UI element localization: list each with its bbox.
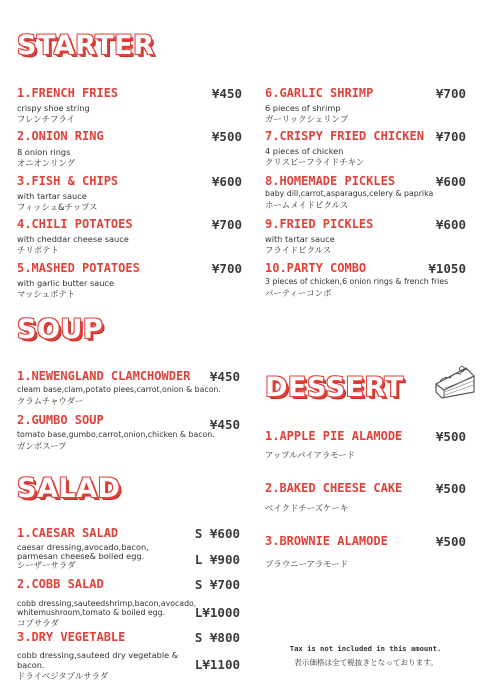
item-japanese-name: ドライベジタブルサラダ bbox=[17, 671, 109, 681]
item-description: 6 pieces of shrimp bbox=[265, 103, 341, 113]
item-japanese-name: フィッシュ&チップス bbox=[17, 202, 98, 212]
list-item bbox=[265, 481, 466, 515]
item-price: ¥600 bbox=[435, 174, 466, 189]
section-title-starter: STARTER bbox=[17, 30, 155, 61]
item-japanese-name: ガーリックシュリンプ bbox=[265, 114, 349, 124]
item-price: ¥450 bbox=[209, 369, 240, 384]
item-japanese-name: ホームメイドピクルス bbox=[265, 200, 349, 210]
cake-slice-icon bbox=[432, 362, 478, 402]
item-price: ¥500 bbox=[435, 429, 466, 444]
item-description: baby dill,carrot,asparagus,celery & paprika bbox=[265, 189, 434, 198]
list-item bbox=[17, 129, 242, 169]
item-japanese-name: クラムチャウダー bbox=[17, 396, 84, 406]
tax-note-japanese: 表示価格は全て税抜きとなっております。 bbox=[294, 658, 438, 667]
list-item bbox=[17, 413, 240, 453]
list-item bbox=[17, 526, 240, 574]
item-name: 2.BAKED CHEESE CAKE bbox=[265, 481, 403, 495]
section-title-dessert: DESSERT bbox=[265, 372, 404, 403]
item-description: 3 pieces of chicken,6 onion rings & french fries bbox=[265, 277, 449, 286]
item-price: ¥450 bbox=[211, 86, 242, 101]
item-description: with cheddar cheese sauce bbox=[17, 234, 129, 244]
item-name: 6.GARLIC SHRIMP bbox=[265, 86, 374, 100]
list-item bbox=[17, 369, 240, 409]
item-japanese-name: フレンチフライ bbox=[17, 114, 75, 124]
item-name: 1.FRENCH FRIES bbox=[17, 86, 119, 100]
item-price: ¥700 bbox=[211, 261, 242, 276]
item-description: cleam base,clam,potato piees,carrot,onion & bacon. bbox=[17, 385, 221, 394]
item-name: 8.HOMEMADE PICKLES bbox=[265, 174, 396, 188]
item-description: cobb dressing,sauteed dry vegetable & bbox=[17, 650, 179, 660]
item-price-large: L¥1000 bbox=[194, 605, 240, 620]
item-description: cobb dressing,sauteedshrimp,bacon,avocado, bbox=[17, 599, 197, 608]
item-price-small: S ¥600 bbox=[194, 526, 240, 541]
section-title-soup: SOUP bbox=[17, 314, 104, 345]
item-description: caesar dressing,avocado,bacon, bbox=[17, 542, 149, 552]
item-name: 5.MASHED POTATOES bbox=[17, 261, 140, 275]
item-price-large: L¥1100 bbox=[194, 657, 240, 672]
item-name: 1.CAESAR SALAD bbox=[17, 526, 119, 540]
list-item bbox=[265, 129, 466, 169]
item-description: whitemushroom,tomato & boiled egg. bbox=[17, 608, 166, 617]
item-japanese-name: ガンボスープ bbox=[17, 441, 67, 451]
list-item bbox=[17, 630, 240, 684]
item-name: 7.CRISPY FRIED CHICKEN bbox=[265, 129, 424, 143]
list-item bbox=[265, 429, 466, 463]
item-description: crispy shoe string bbox=[17, 103, 90, 113]
item-description: with tartar sauce bbox=[265, 234, 335, 244]
item-price: ¥450 bbox=[209, 417, 240, 432]
item-name: 3.DRY VEGETABLE bbox=[17, 630, 126, 644]
item-name: 4.CHILI POTATOES bbox=[17, 217, 133, 231]
item-price: ¥500 bbox=[435, 534, 466, 549]
item-name: 3.FISH & CHIPS bbox=[17, 174, 119, 188]
item-japanese-name: ブラウニーアラモード bbox=[265, 559, 348, 569]
item-price-small: S ¥700 bbox=[194, 577, 240, 592]
item-name: 3.BROWNIE ALAMODE bbox=[265, 534, 388, 548]
item-price-small: S ¥800 bbox=[194, 630, 240, 645]
item-description: parmesan cheese& boiled egg. bbox=[17, 551, 145, 561]
item-name: 2.COBB SALAD bbox=[17, 577, 104, 591]
list-item bbox=[265, 174, 466, 214]
item-price: ¥700 bbox=[435, 129, 466, 144]
list-item bbox=[17, 577, 240, 629]
item-description: with tartar sauce bbox=[17, 191, 87, 201]
item-price-large: L ¥900 bbox=[194, 552, 240, 567]
item-description: tomato base,gumbo,carrot,onion,chicken & bacon. bbox=[17, 430, 215, 439]
item-description: bacon. bbox=[17, 660, 45, 670]
item-price: ¥1050 bbox=[428, 261, 466, 276]
item-description: 8 onion rings bbox=[17, 147, 71, 157]
item-name: 10.PARTY COMBO bbox=[265, 261, 367, 275]
item-price: ¥500 bbox=[435, 481, 466, 496]
item-price: ¥500 bbox=[211, 129, 242, 144]
item-japanese-name: パーティーコンボ bbox=[265, 288, 332, 298]
item-japanese-name: フライドピクルス bbox=[265, 245, 332, 255]
item-price: ¥700 bbox=[435, 86, 466, 101]
list-item bbox=[17, 217, 242, 257]
item-japanese-name: チリポテト bbox=[17, 245, 59, 255]
item-price: ¥600 bbox=[211, 174, 242, 189]
item-description: 4 pieces of chicken bbox=[265, 146, 344, 156]
item-japanese-name: コブサラダ bbox=[17, 618, 59, 628]
item-japanese-name: シーザーサラダ bbox=[17, 560, 76, 570]
list-item bbox=[17, 174, 242, 214]
item-japanese-name: アップルパイアラモード bbox=[265, 450, 356, 460]
item-name: 1.APPLE PIE ALAMODE bbox=[265, 429, 403, 443]
item-price: ¥600 bbox=[435, 217, 466, 232]
list-item bbox=[17, 86, 242, 126]
item-price: ¥700 bbox=[211, 217, 242, 232]
item-name: 9.FRIED PICKLES bbox=[265, 217, 374, 231]
list-item bbox=[265, 534, 466, 568]
item-japanese-name: ベイクドチーズケーキ bbox=[265, 503, 349, 513]
list-item bbox=[17, 261, 242, 301]
item-japanese-name: オニオンリング bbox=[17, 158, 76, 168]
item-name: 2.ONION RING bbox=[17, 129, 104, 143]
list-item bbox=[265, 217, 466, 257]
list-item bbox=[265, 261, 466, 301]
item-name: 1.NEWENGLAND CLAMCHOWDER bbox=[17, 369, 191, 383]
item-description: with garlic butter sauce bbox=[17, 278, 115, 288]
item-japanese-name: クリスピーフライドチキン bbox=[265, 157, 365, 167]
tax-note: Tax is not included in this amount. bbox=[289, 644, 442, 653]
item-japanese-name: マッシュポテト bbox=[17, 289, 76, 299]
list-item bbox=[265, 86, 466, 126]
item-name: 2.GUMBO SOUP bbox=[17, 413, 104, 427]
section-title-salad: SALAD bbox=[17, 473, 121, 504]
